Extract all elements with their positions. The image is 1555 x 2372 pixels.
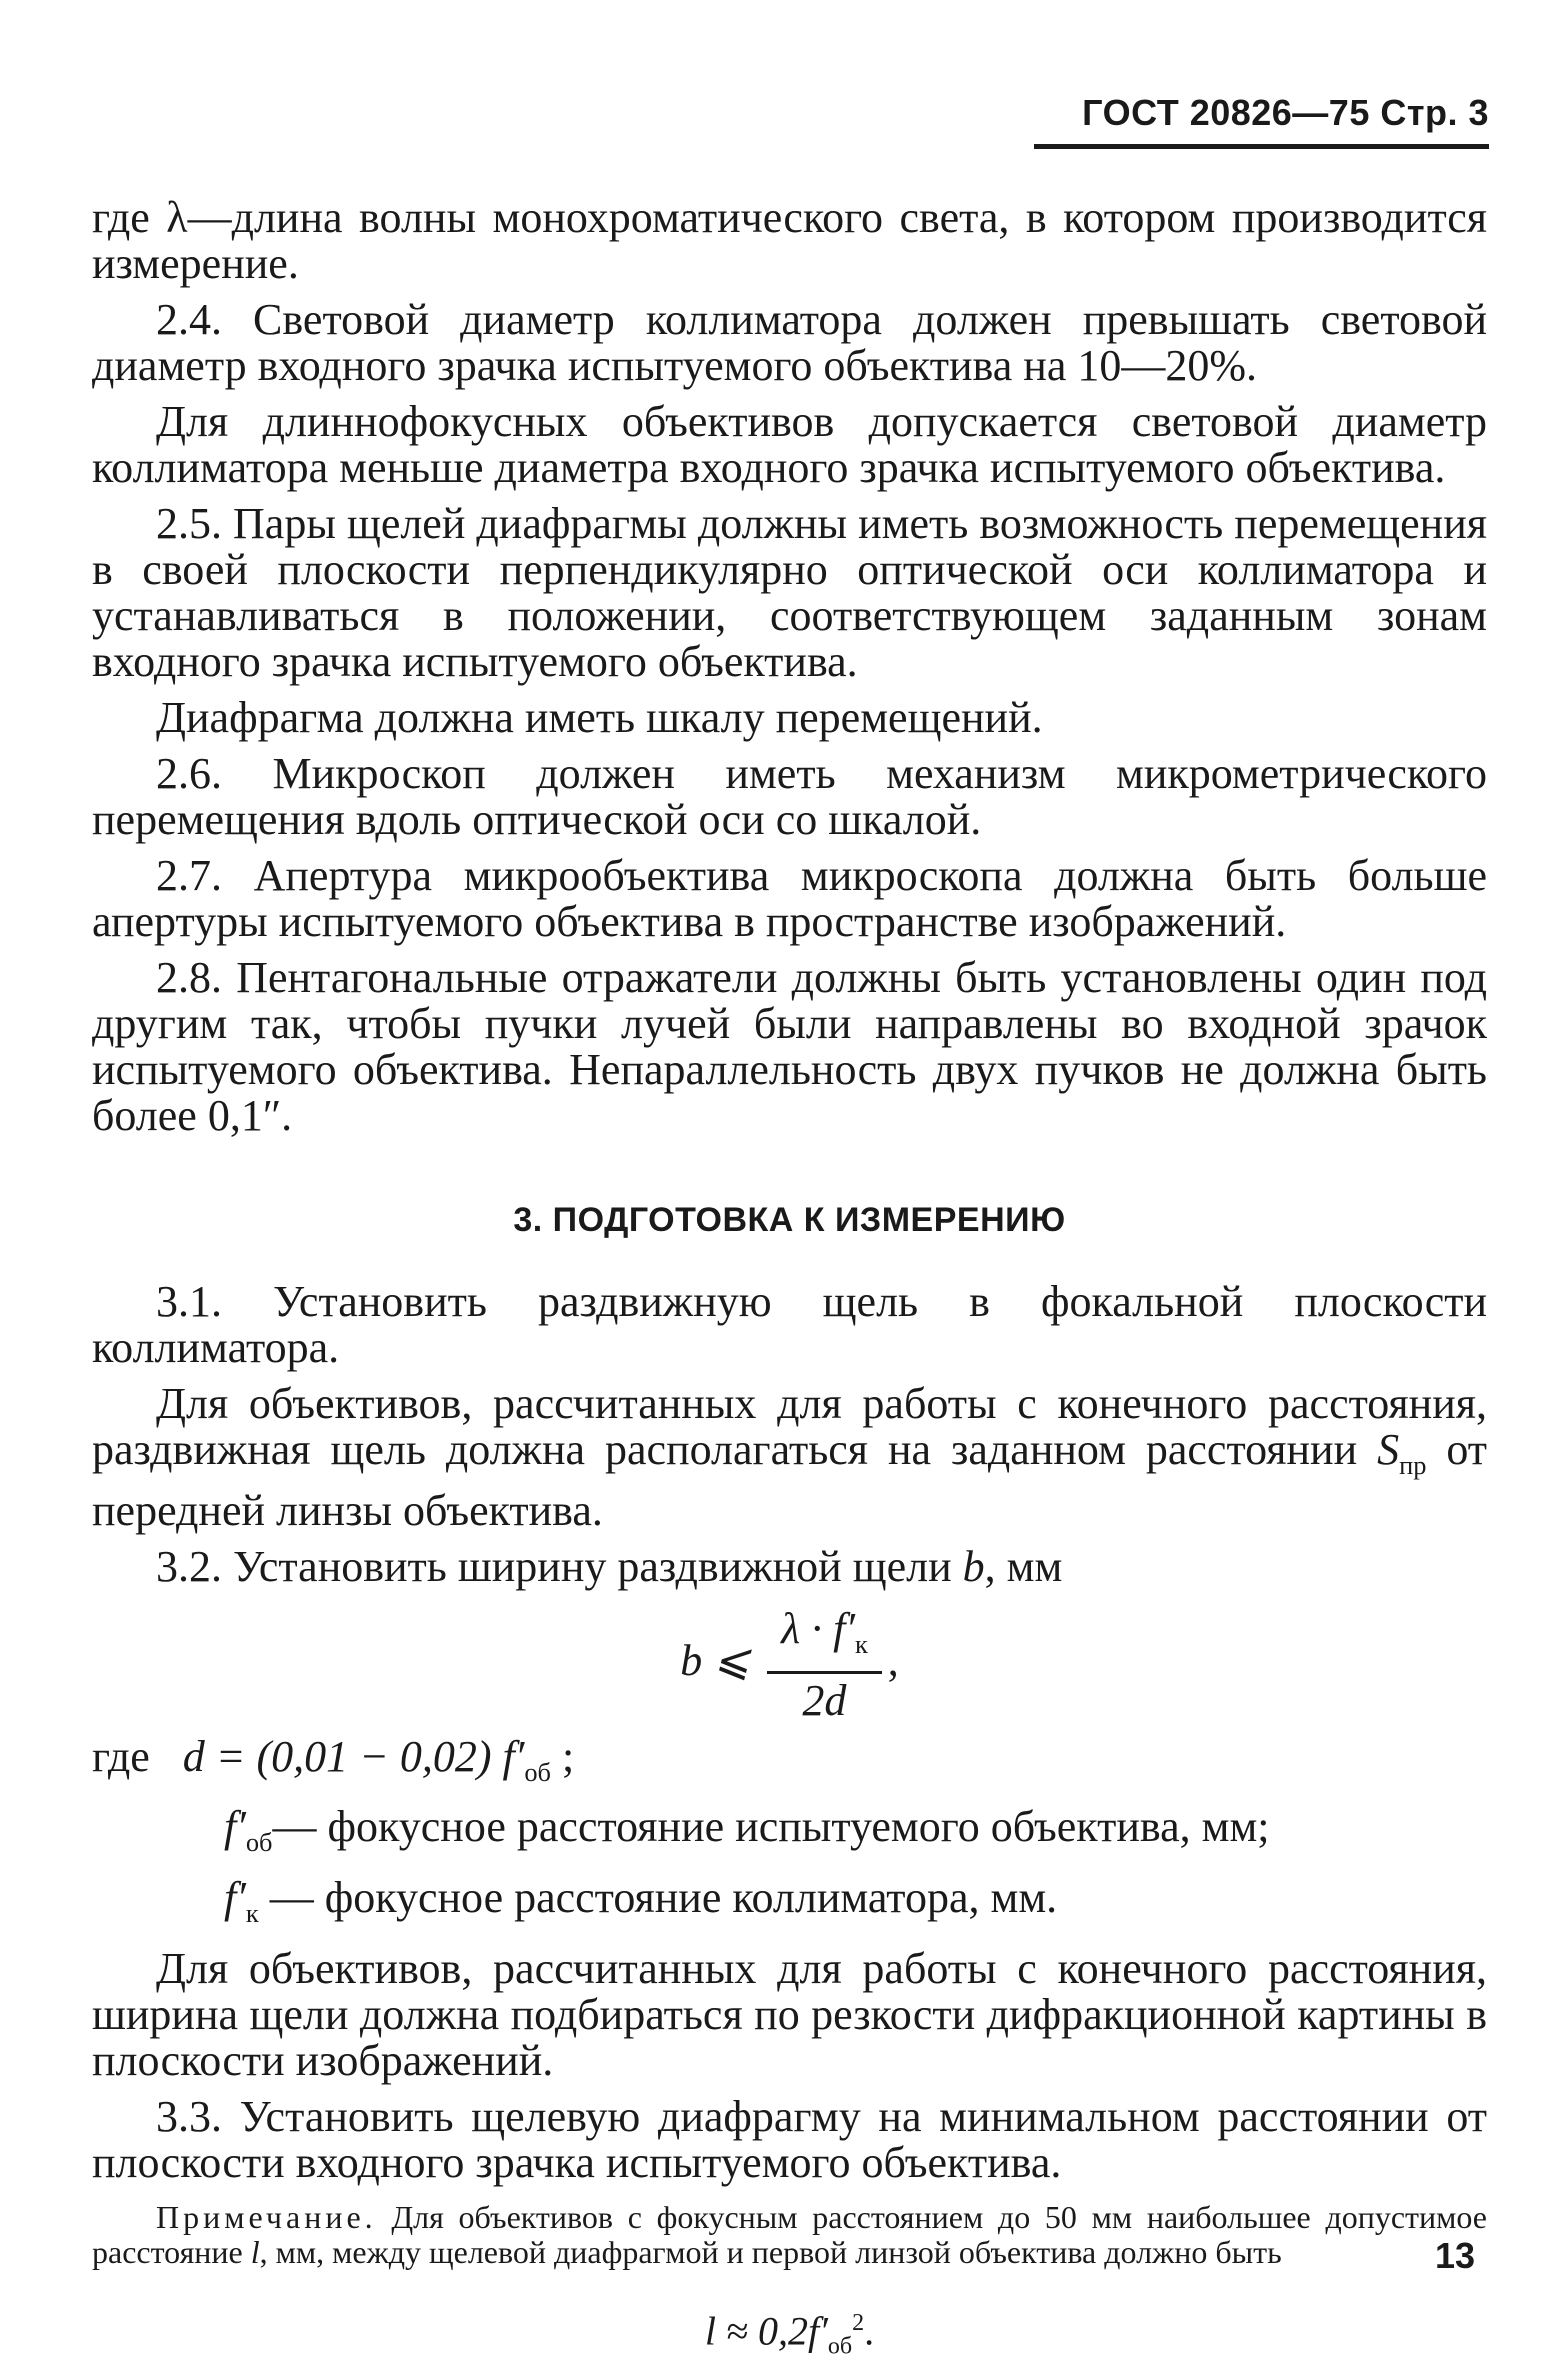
definition-f-k-subscript: к (245, 1897, 259, 1928)
paragraph-2-4: 2.4. Световой диаметр коллиматора должен превышать световой диаметр входного зрачка испытуемого объектива на 10—20%. (92, 295, 1487, 390)
note-variable-l: l (250, 2233, 260, 2270)
paragraph-3-3: 3.3. Установить щелевую диафрагму на минимальном расстоянии от плоскости входного зрачка испытуемого объектива. (92, 2091, 1487, 2187)
variable-b: b (962, 1541, 985, 1591)
note-formula (92, 2300, 1487, 2369)
paragraph-3-1-b-end: от передней линзы объектива. (92, 1425, 1487, 1535)
variable-s-subscript: пр (1399, 1449, 1427, 1480)
formula-numerator (767, 1603, 882, 1674)
paragraph-3-2 (92, 1541, 1487, 1591)
formula-numerator-text: λ · f′ (781, 1603, 855, 1653)
note-text-b: , мм, между щелевой диафрагмой и первой линзой объектива должно быть (259, 2233, 1282, 2270)
paragraph-2-5: 2.5. Пары щелей диафрагмы должны иметь возможность перемещения в своей плоскости перпендикулярно оптической оси коллиматора и устанавливаться в положении, соответствующем заданным зонам входного зрачка испытуемого объектива. (92, 499, 1487, 686)
paragraph-3-2-b: Для объективов, рассчитанных для работы с конечного расстояния, ширина щели должна подбираться по резкости дифракционной картины в плоскости изображений. (92, 1943, 1487, 2085)
variable-s: S (1377, 1425, 1400, 1474)
note-formula-superscript: 2 (852, 2309, 865, 2336)
page-number: 13 (1434, 2235, 1475, 2276)
paragraph-2-4-b: Для длиннофокусных объективов допускается световой диаметр коллиматора меньше диаметра входного зрачка испытуемого объектива. (92, 397, 1487, 492)
note-text-a: Для объективов с фокусным расстоянием до 50 мм наибольшее допустимое расстояние (92, 2198, 1488, 2270)
page-content (92, 195, 1487, 2369)
where-d-line (92, 1731, 1487, 1795)
where-d-expr: d = (0,01 − 0,02) f′ (182, 1731, 525, 1781)
paragraph-3-1-b-text: Для объективов, рассчитанных для работы с конечного расстояния, раздвижная щель должна располагаться на заданном расстоянии (92, 1379, 1487, 1474)
paragraph-2-6: 2.6. Микроскоп должен иметь механизм микрометрического перемещения вдоль оптической оси со шкалой. (92, 749, 1487, 844)
where-d-prefix: где (92, 1731, 150, 1781)
definition-f-k (92, 1875, 1487, 1936)
paragraph-3-1: 3.1. Установить раздвижную щель в фокальной плоскости коллиматора. (92, 1277, 1487, 1372)
formula-lhs: b ⩽ (680, 1635, 751, 1685)
definition-f-ob-subscript: об (245, 1827, 273, 1858)
paragraph-3-2-unit: , мм (984, 1541, 1063, 1591)
paragraph-2-7: 2.7. Апертура микрообъектива микроскопа должна быть больше апертуры испытуемого объектива в пространстве изображений. (92, 851, 1487, 946)
note-formula-subscript: об (827, 2333, 853, 2360)
definition-f-ob-symbol: f′ (224, 1802, 246, 1852)
formula-denominator (802, 1674, 846, 1724)
section-3-title: 3. ПОДГОТОВКА К ИЗМЕРЕНИЮ (513, 1201, 1066, 1239)
definition-f-ob (92, 1804, 1487, 1865)
formula-trail: , (887, 1635, 899, 1685)
where-d-subscript: об (524, 1756, 551, 1787)
definition-f-ob-text: — фокусное расстояние испытуемого объектива, мм; (272, 1802, 1270, 1852)
paragraph-2-5-b: Диафрагма должна иметь шкалу перемещений. (156, 693, 1043, 742)
note-formula-text: l ≈ 0,2f′ (704, 2308, 828, 2354)
note-formula-end: . (864, 2308, 875, 2354)
note (92, 2200, 1487, 2270)
paragraph-3-1-b (92, 1381, 1487, 1534)
definition-f-k-symbol: f′ (224, 1873, 246, 1923)
formula-fraction (767, 1603, 882, 1725)
formula-denominator-text: 2d (802, 1675, 847, 1725)
formula-numerator-subscript: к (854, 1628, 868, 1659)
paragraph-3-2-text: 3.2. Установить ширину раздвижной щели (156, 1541, 952, 1591)
header-text: ГОСТ 20826—75 Стр. 3 (1082, 92, 1489, 133)
page-header (1034, 92, 1489, 149)
formula-slit-width (92, 1603, 1487, 1725)
definition-f-k-text: — фокусное расстояние коллиматора, мм. (258, 1873, 1058, 1923)
paragraph-2-8: 2.8. Пентагональные отражатели должны быть установлены один под другим так, чтобы пучки лучей были направлены во входной зрачок испытуемого объектива. Непараллельность двух пучков не должна быть более 0,1″. (92, 953, 1487, 1140)
note-label: Примечание. (156, 2198, 377, 2235)
paragraph-where-lambda: где λ—длина волны монохроматического света, в котором производится измерение. (92, 193, 1487, 288)
where-d-end: ; (561, 1731, 575, 1781)
